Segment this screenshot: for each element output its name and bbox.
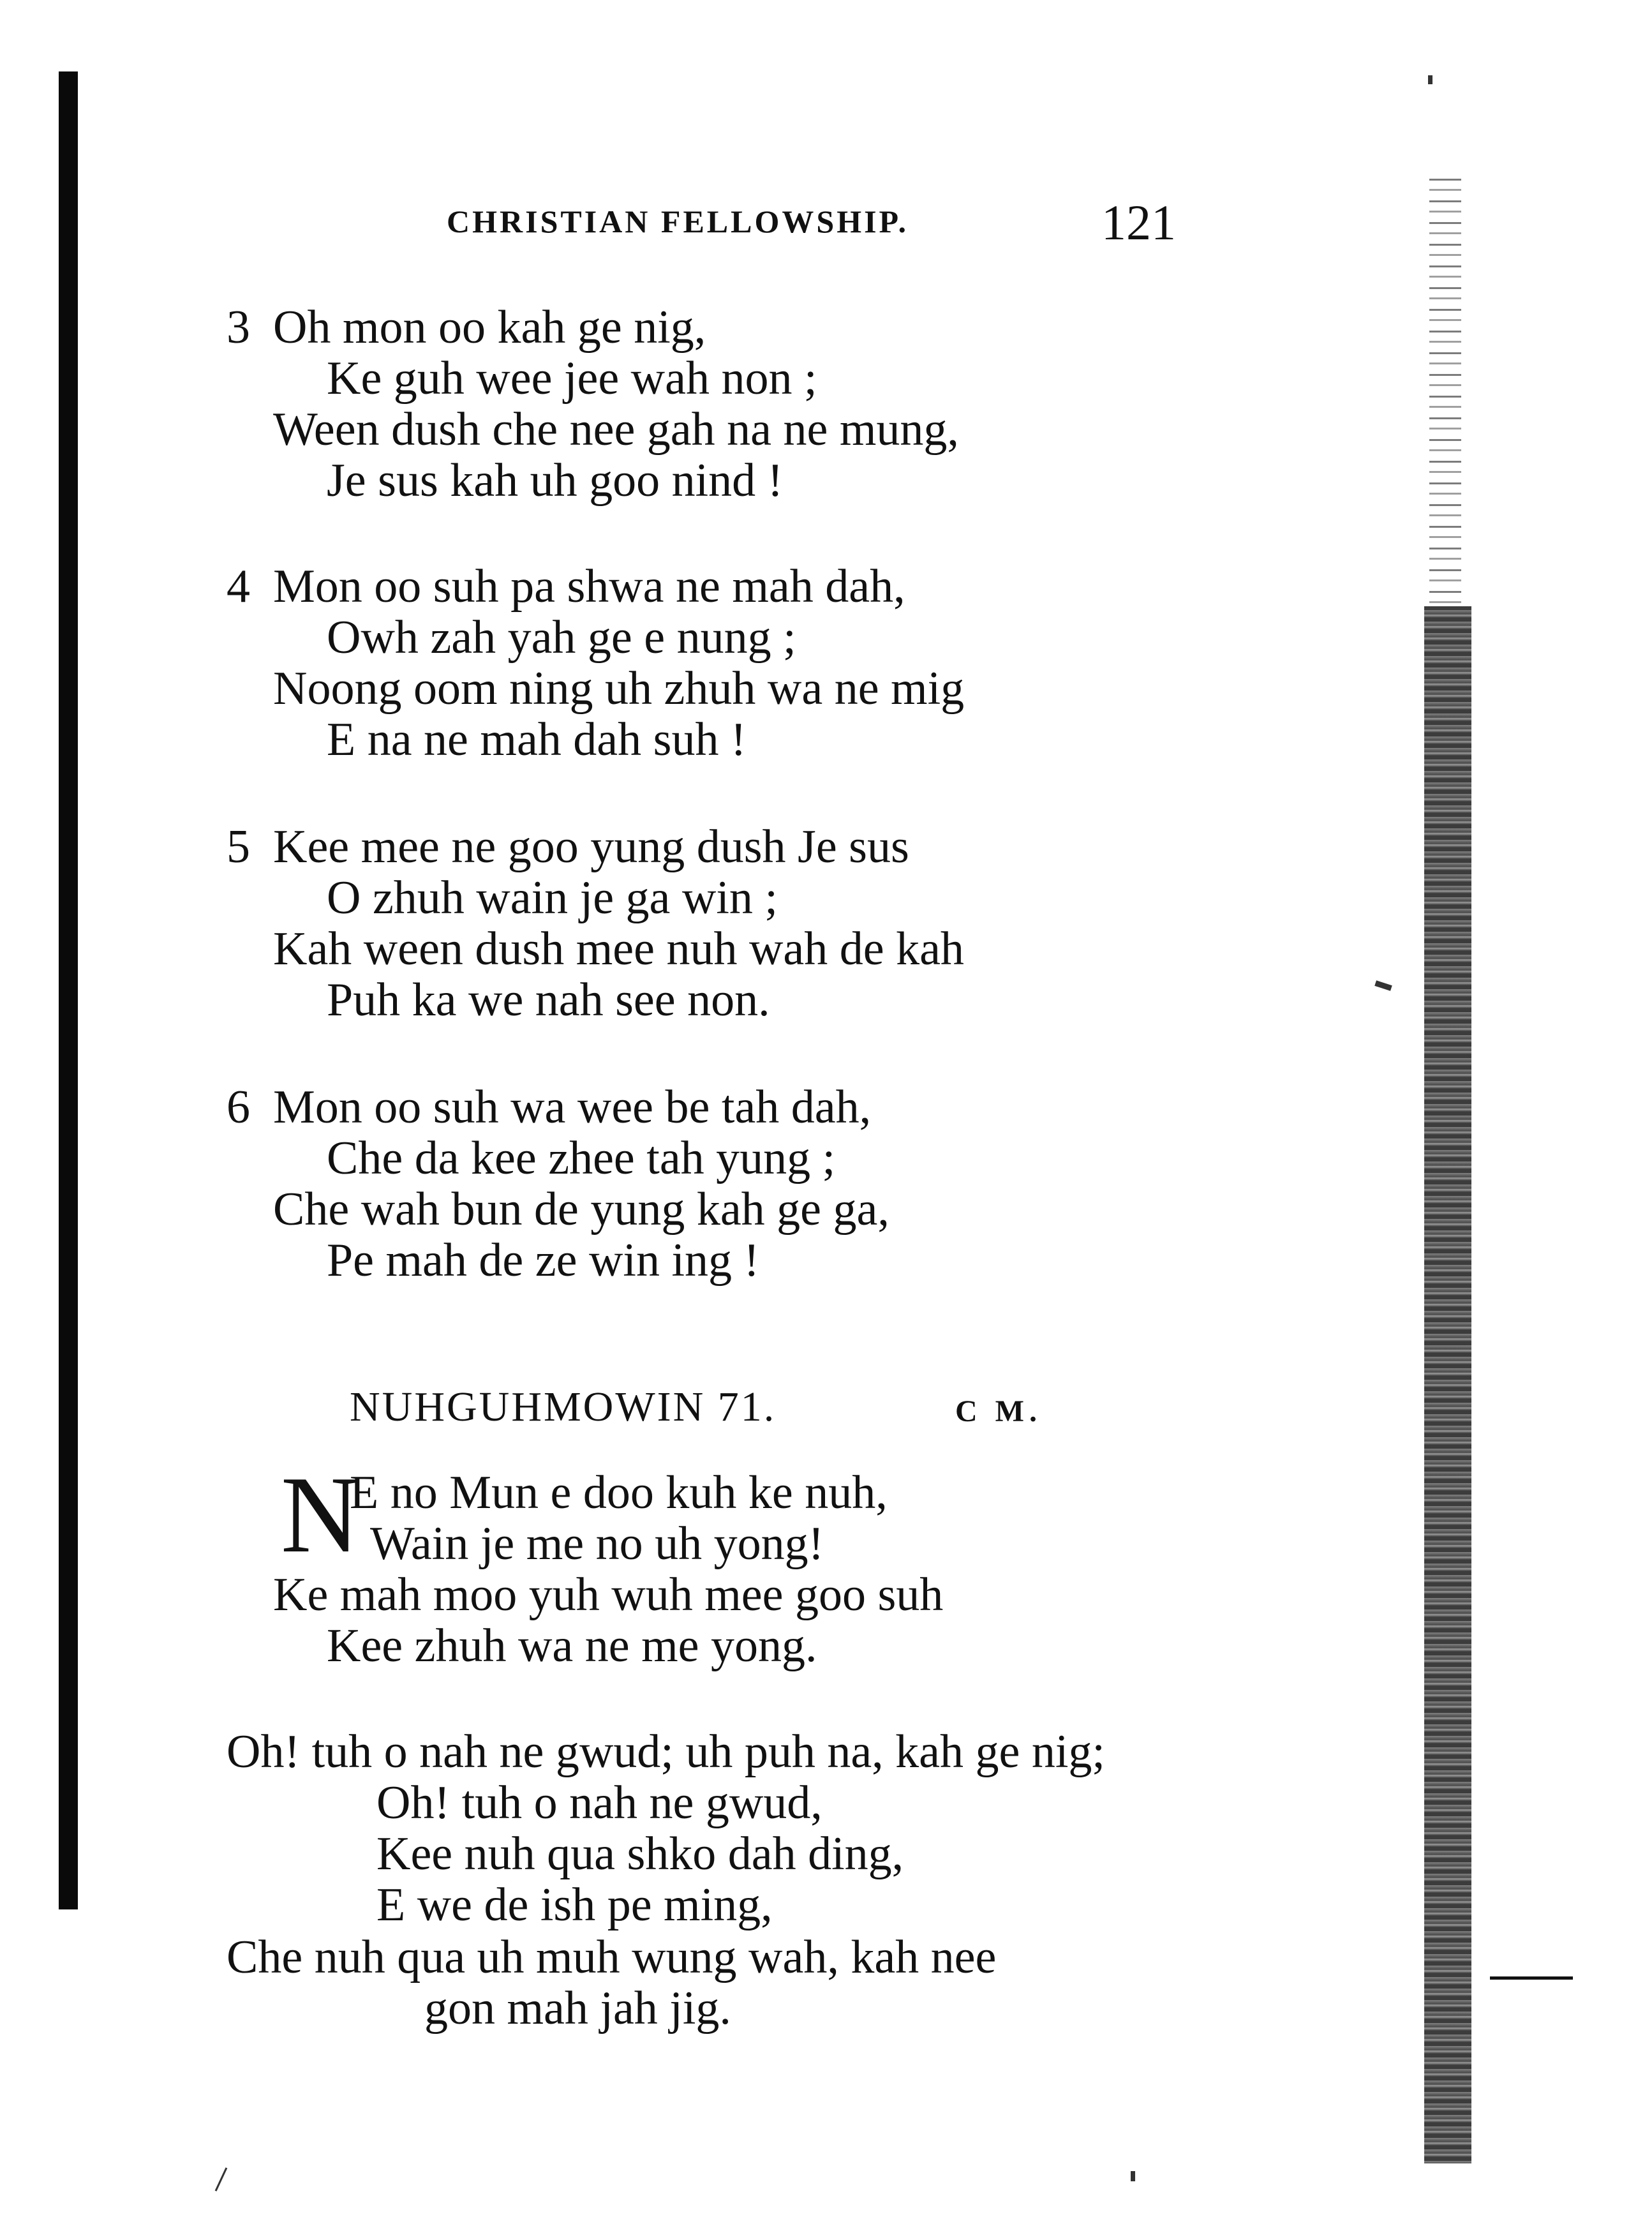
verse-line: Ke mah moo yuh wuh mee goo suh	[273, 1569, 944, 1621]
stanza-line: Kah ween dush mee nuh wah de kah	[273, 923, 964, 975]
stanza-line: E na ne mah dah suh !	[327, 713, 747, 766]
speck-mark	[1374, 980, 1392, 991]
stanza-number: 3	[227, 301, 250, 354]
chorus-line: Che nuh qua uh muh wung wah, kah nee	[227, 1931, 997, 1983]
stanza-line: Che wah bun de yung kah ge ga,	[273, 1183, 889, 1236]
page-edge-lower	[1424, 606, 1471, 2163]
chorus-line: Oh! tuh o nah ne gwud; uh puh na, kah ge nig;	[227, 1726, 1105, 1778]
chorus-line: E we de ish pe ming,	[376, 1879, 773, 1931]
verse-line: Kee zhuh wa ne me yong.	[327, 1620, 817, 1672]
stanza-number: 5	[227, 821, 250, 873]
stanza-line: Kee mee ne goo yung dush Je sus	[273, 821, 909, 873]
stanza-line: Mon oo suh pa shwa ne mah dah,	[273, 560, 905, 613]
running-title: CHRISTIAN FELLOWSHIP.	[447, 204, 909, 239]
stanza-line: Noong oom ning uh zhuh wa ne mig	[273, 662, 965, 715]
rule-mark	[1490, 1976, 1573, 1980]
chorus-line: Oh! tuh o nah ne gwud,	[376, 1777, 822, 1829]
stanza-line: Mon oo suh wa wee be tah dah,	[273, 1081, 872, 1133]
verse-line: E no Mun e doo kuh ke nuh,	[350, 1467, 888, 1519]
stanza-line: Je sus kah uh goo nind !	[327, 454, 784, 507]
binding-shadow	[59, 71, 78, 1909]
drop-cap: N	[281, 1454, 361, 1576]
stanza-line: Ke guh wee jee wah non ;	[327, 352, 817, 405]
chorus-line: Kee nuh qua shko dah ding,	[376, 1828, 904, 1880]
stanza-line: Owh zah yah ge e nung ;	[327, 611, 796, 664]
chorus-line: gon mah jah jig.	[424, 1982, 731, 2035]
stanza-number: 4	[227, 560, 250, 613]
stanza-line: O zhuh wain je ga win ;	[327, 872, 778, 924]
stanza-line: Oh mon oo kah ge nig,	[273, 301, 706, 354]
stanza-number: 6	[227, 1081, 250, 1133]
speck-mark	[1131, 2171, 1135, 2181]
stanza-line: Puh ka we nah see non.	[327, 974, 770, 1026]
stanza-line: Ween dush che nee gah na ne mung,	[273, 403, 959, 456]
hymn-meter: C M.	[955, 1394, 1042, 1428]
speck-mark	[1428, 75, 1432, 84]
hymn-heading: NUHGUHMOWIN 71.	[350, 1384, 777, 1430]
stanza-line: Pe mah de ze win ing !	[327, 1234, 760, 1287]
stanza-line: Che da kee zhee tah yung ;	[327, 1132, 836, 1184]
speck-mark	[215, 2167, 228, 2192]
page-edge-upper	[1429, 179, 1461, 613]
verse-line: Wain je me no uh yong!	[370, 1518, 824, 1570]
page-number: 121	[1101, 195, 1176, 250]
